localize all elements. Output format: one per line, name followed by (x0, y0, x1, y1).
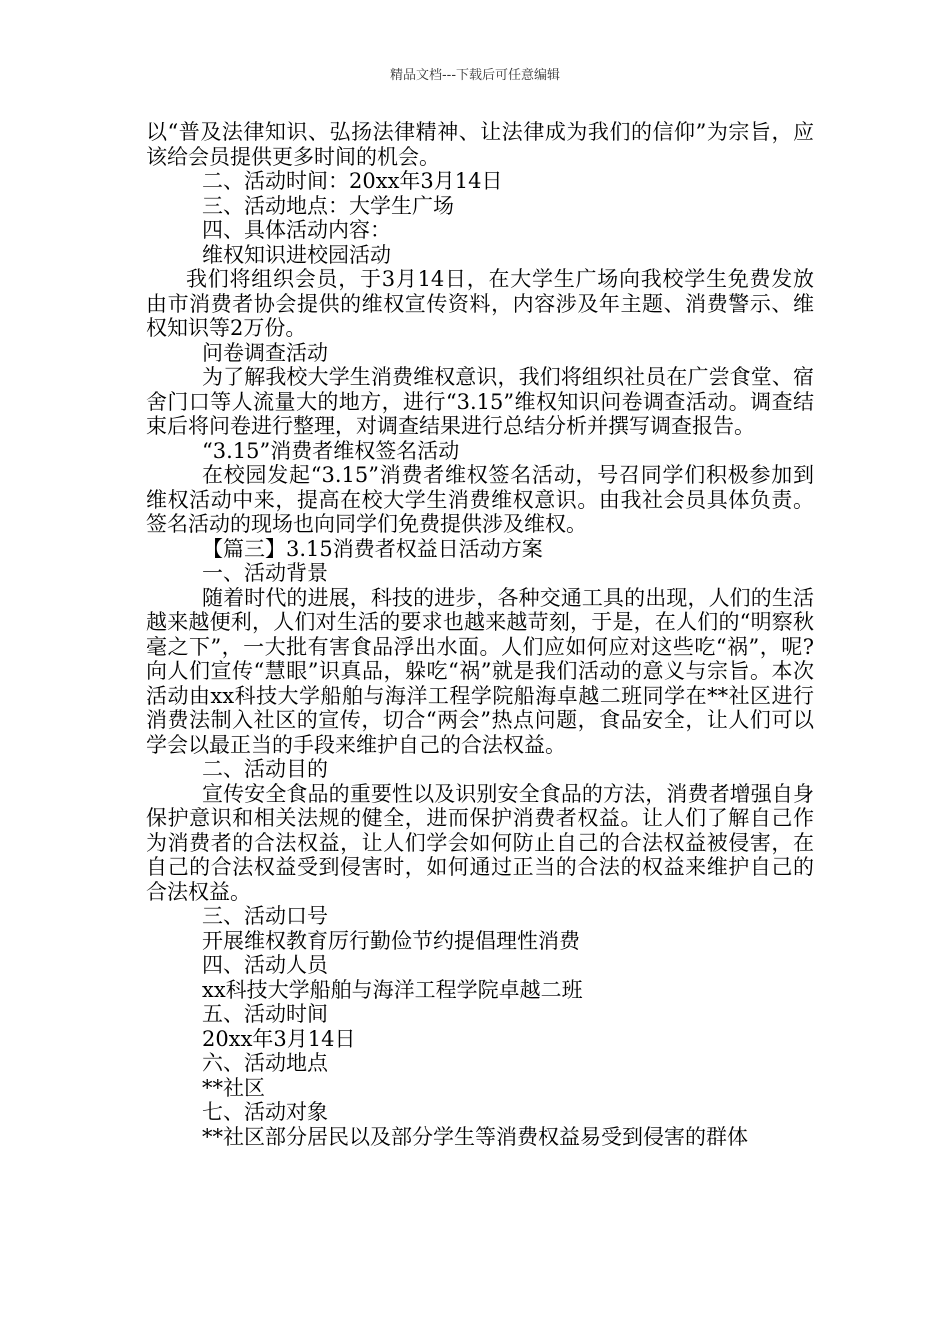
subsection-heading: 问卷调查活动 (202, 340, 328, 365)
paragraph: 在校园发起“3.15”消费者维权签名活动，号召同学们积极参加到维权活动中来，提高在校大学生消费维权意识。由我社会员具体负责。签名活动的现场也向同学们免费提供涉及维权。 (146, 463, 814, 536)
section-heading: 二、活动时间：20xx年3月14日 (202, 169, 503, 193)
page-header: 精品文档---下载后可任意编辑 (389, 68, 561, 83)
paragraph: **社区 (202, 1075, 265, 1100)
paragraph: 20xx年3月14日 (202, 1026, 356, 1051)
section-heading: 一、活动背景 (202, 561, 328, 585)
paragraph: 开展维权教育厉行勤俭节约提倡理性消费 (202, 928, 580, 953)
section-heading: 二、活动目的 (202, 757, 328, 781)
section-heading: 六、活动地点 (202, 1051, 328, 1075)
paragraph: 为了解我校大学生消费维权意识，我们将组织社员在广尝食堂、宿舍门口等人流量大的地方，进行“3.15”维权知识问卷调查活动。调查结束后将问卷进行整理，对调查结果进行总结分析并撰写调查报告。 (146, 365, 814, 438)
section-heading: 四、具体活动内容： (202, 218, 391, 242)
paragraph: 随着时代的进展，科技的进步，各种交通工具的出现，人们的生活越来越便利，人们对生活的要求也越来越苛刻，于是，在人们的“明察秋毫之下”，一大批有害食品浮出水面。人们应如何应对这些吃“祸”，呢?向人们宣传“慧眼”识真品，躲吃“祸”就是我们活动的意义与宗旨。本次活动由xx科技大学船舶与海洋工程学院船海卓越二班同学在**社区进行消费法制入社区的宣传，切合“两会”热点问题，食品安全，让人们可以学会以最正当的手段来维护自己的合法权益。 (146, 585, 814, 757)
document-body (146, 120, 814, 1149)
subsection-heading: 维权知识进校园活动 (202, 242, 391, 267)
section-heading: 七、活动对象 (202, 1100, 328, 1124)
paragraph: xx科技大学船舶与海洋工程学院卓越二班 (202, 977, 583, 1002)
paragraph: 我们将组织会员，于3月14日，在大学生广场向我校学生免费发放由市消费者协会提供的维权宣传资料，内容涉及年主题、消费警示、维权知识等2万份。 (146, 267, 814, 340)
section-heading: 三、活动口号 (202, 904, 328, 928)
section-heading: 五、活动时间 (202, 1002, 328, 1026)
article-title: 【篇三】3.15消费者权益日活动方案 (202, 536, 543, 561)
paragraph: **社区部分居民以及部分学生等消费权益易受到侵害的群体 (202, 1124, 748, 1149)
section-heading: 三、活动地点：大学生广场 (202, 193, 454, 218)
subsection-heading: “3.15”消费者维权签名活动 (202, 438, 460, 463)
section-heading: 四、活动人员 (202, 953, 328, 977)
paragraph: 宣传安全食品的重要性以及识别安全食品的方法，消费者增强自身保护意识和相关法规的健全，进而保护消费者权益。让人们了解自己作为消费者的合法权益，让人们学会如何防止自己的合法权益被侵害，在自己的合法权益受到侵害时，如何通过正当的合法的权益来维护自己的合法权益。 (146, 781, 814, 904)
paragraph: 以“普及法律知识、弘扬法律精神、让法律成为我们的信仰”为宗旨，应该给会员提供更多时间的机会。 (146, 120, 814, 169)
